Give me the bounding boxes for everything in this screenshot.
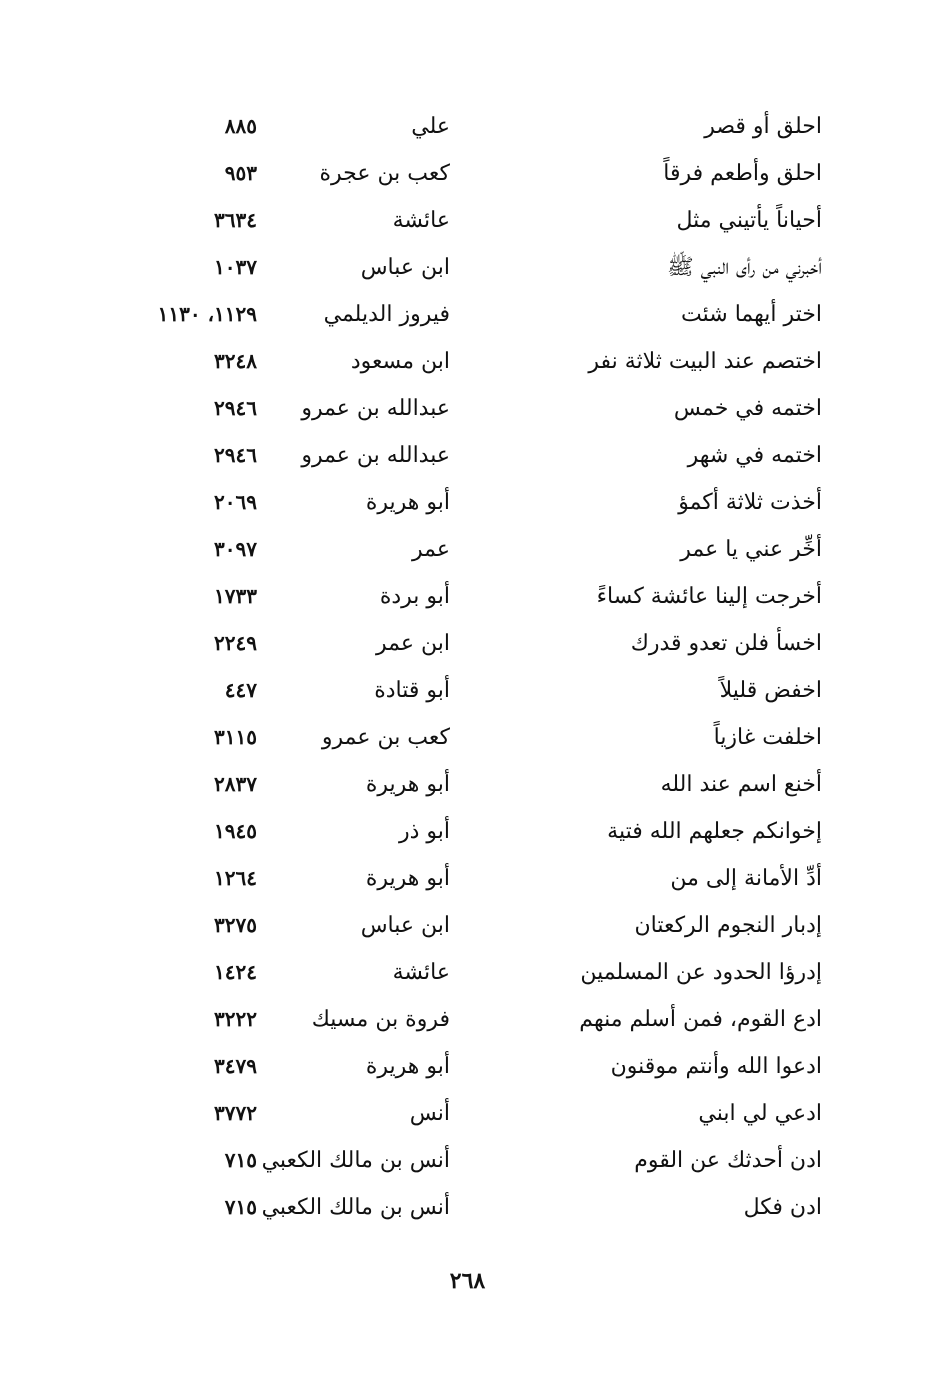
narrator-name: أبو بردة (379, 584, 450, 609)
narrator-name: ابن عباس (360, 255, 450, 280)
hadith-number: ١٤٢٤ (214, 960, 257, 984)
narrator-name: أنس (409, 1101, 450, 1126)
hadith-phrase: ادعوا الله وأنتم موقنون (610, 1054, 822, 1079)
narrator-name: ابن عمر (376, 631, 450, 656)
hadith-phrase: أدِّ الأمانة إلى من (670, 866, 822, 891)
hadith-phrase: ادع القوم، فمن أسلم منهم (579, 1007, 822, 1032)
hadith-number: ٤٤٧ (224, 678, 257, 702)
narrator-name: ابن عباس (360, 913, 450, 938)
index-row (0, 244, 935, 291)
hadith-number: ٣٢٢٢ (214, 1007, 257, 1031)
hadith-phrase: أخذت ثلاثة أكمؤ (678, 490, 822, 515)
narrator-name: أبو هريرة (365, 490, 450, 515)
index-row (0, 197, 935, 244)
hadith-number: ٣٤٧٩ (214, 1054, 257, 1078)
index-row (0, 667, 935, 714)
index-row (0, 150, 935, 197)
narrator-name: عبدالله بن عمرو (301, 396, 450, 421)
narrator-name: أبو قتادة (374, 678, 450, 703)
index-row (0, 432, 935, 479)
hadith-phrase: أحياناً يأتيني مثل (676, 208, 822, 233)
hadith-phrase: أخنع اسم عند الله (660, 772, 822, 797)
hadith-number: ٢٢٤٩ (214, 631, 257, 655)
hadith-number: ٢٩٤٦ (214, 396, 257, 420)
hadith-phrase: اختمه في خمس (673, 396, 822, 421)
hadith-number: ٣١١٥ (214, 725, 257, 749)
index-row (0, 996, 935, 1043)
narrator-name: عمر (412, 537, 450, 562)
narrator-name: عائشة (392, 208, 450, 233)
hadith-phrase: ادعي لي ابني (698, 1101, 822, 1126)
narrator-name: علي (411, 114, 450, 139)
hadith-number: ١٩٤٥ (214, 819, 257, 843)
hadith-number: ١٧٣٣ (214, 584, 257, 608)
narrator-name: عبدالله بن عمرو (301, 443, 450, 468)
hadith-phrase: أخرجت إلينا عائشة كساءً (596, 584, 822, 609)
hadith-number: ٢٩٤٦ (214, 443, 257, 467)
narrator-name: فروة بن مسيك (311, 1007, 450, 1032)
hadith-number: ٧١٥ (224, 1148, 257, 1172)
narrator-name: أبو هريرة (365, 1054, 450, 1079)
hadith-phrase: اخسأ فلن تعدو قدرك (630, 631, 822, 656)
hadith-phrase: اختصم عند البيت ثلاثة نفر (588, 349, 822, 374)
index-row (0, 1090, 935, 1137)
hadith-phrase: إخوانكم جعلهم الله فتية (607, 819, 822, 844)
page-number: ٢٦٨ (449, 1268, 486, 1294)
index-row (0, 855, 935, 902)
index-row (0, 338, 935, 385)
hadith-number: ٣٢٤٨ (214, 349, 257, 373)
narrator-name: فيروز الديلمي (323, 302, 450, 327)
narrator-name: أبو هريرة (365, 866, 450, 891)
hadith-phrase: أخبرني من رأى النبي ﷺ (667, 255, 822, 280)
hadith-phrase: اخفض قليلاً (719, 678, 822, 703)
hadith-phrase: إدبار النجوم الركعتان (634, 913, 822, 938)
hadith-number: ٢٠٦٩ (214, 490, 257, 514)
hadith-number: ٣٠٩٧ (214, 537, 257, 561)
index-row (0, 526, 935, 573)
index-row (0, 902, 935, 949)
index-row (0, 573, 935, 620)
index-row (0, 1043, 935, 1090)
narrator-name: أبو ذر (398, 819, 450, 844)
index-row (0, 620, 935, 667)
hadith-phrase: احلق أو قصر (704, 114, 822, 139)
narrator-name: أنس بن مالك الكعبي (261, 1148, 450, 1173)
index-row (0, 808, 935, 855)
narrator-name: عائشة (392, 960, 450, 985)
hadith-number: ٣٢٧٥ (214, 913, 257, 937)
hadith-number: ١٠٣٧ (214, 255, 257, 279)
hadith-number: ١١٢٩، ١١٣٠ (157, 302, 257, 326)
index-row (0, 385, 935, 432)
index-row (0, 479, 935, 526)
narrator-name: كعب بن عمرو (321, 725, 450, 750)
hadith-number: ٨٨٥ (224, 114, 257, 138)
index-row (0, 714, 935, 761)
hadith-phrase: ادن أحدثك عن القوم (634, 1148, 822, 1173)
hadith-phrase: اختر أيهما شئت (681, 302, 822, 327)
index-row (0, 291, 935, 338)
hadith-number: ٢٨٣٧ (214, 772, 257, 796)
hadith-phrase: اختمه في شهر (687, 443, 822, 468)
hadith-phrase: إدرؤا الحدود عن المسلمين (580, 960, 822, 985)
narrator-name: ابن مسعود (350, 349, 450, 374)
hadith-index-table (0, 103, 935, 1231)
hadith-number: ١٢٦٤ (214, 866, 257, 890)
hadith-phrase: ادن فكل (743, 1195, 822, 1220)
index-row (0, 949, 935, 996)
narrator-name: كعب بن عجرة (319, 161, 450, 186)
hadith-phrase: اخلفت غازياً (713, 725, 822, 750)
hadith-number: ٧١٥ (224, 1195, 257, 1219)
index-row (0, 1137, 935, 1184)
index-row (0, 1184, 935, 1231)
hadith-phrase: احلق وأطعم فرقاً (663, 161, 822, 186)
hadith-number: ٩٥٣ (224, 161, 257, 185)
hadith-number: ٣٧٧٢ (214, 1101, 257, 1125)
hadith-number: ٣٦٣٤ (214, 208, 257, 232)
index-row (0, 103, 935, 150)
index-row (0, 761, 935, 808)
hadith-phrase: أخِّر عني يا عمر (680, 537, 822, 562)
narrator-name: أبو هريرة (365, 772, 450, 797)
narrator-name: أنس بن مالك الكعبي (261, 1195, 450, 1220)
